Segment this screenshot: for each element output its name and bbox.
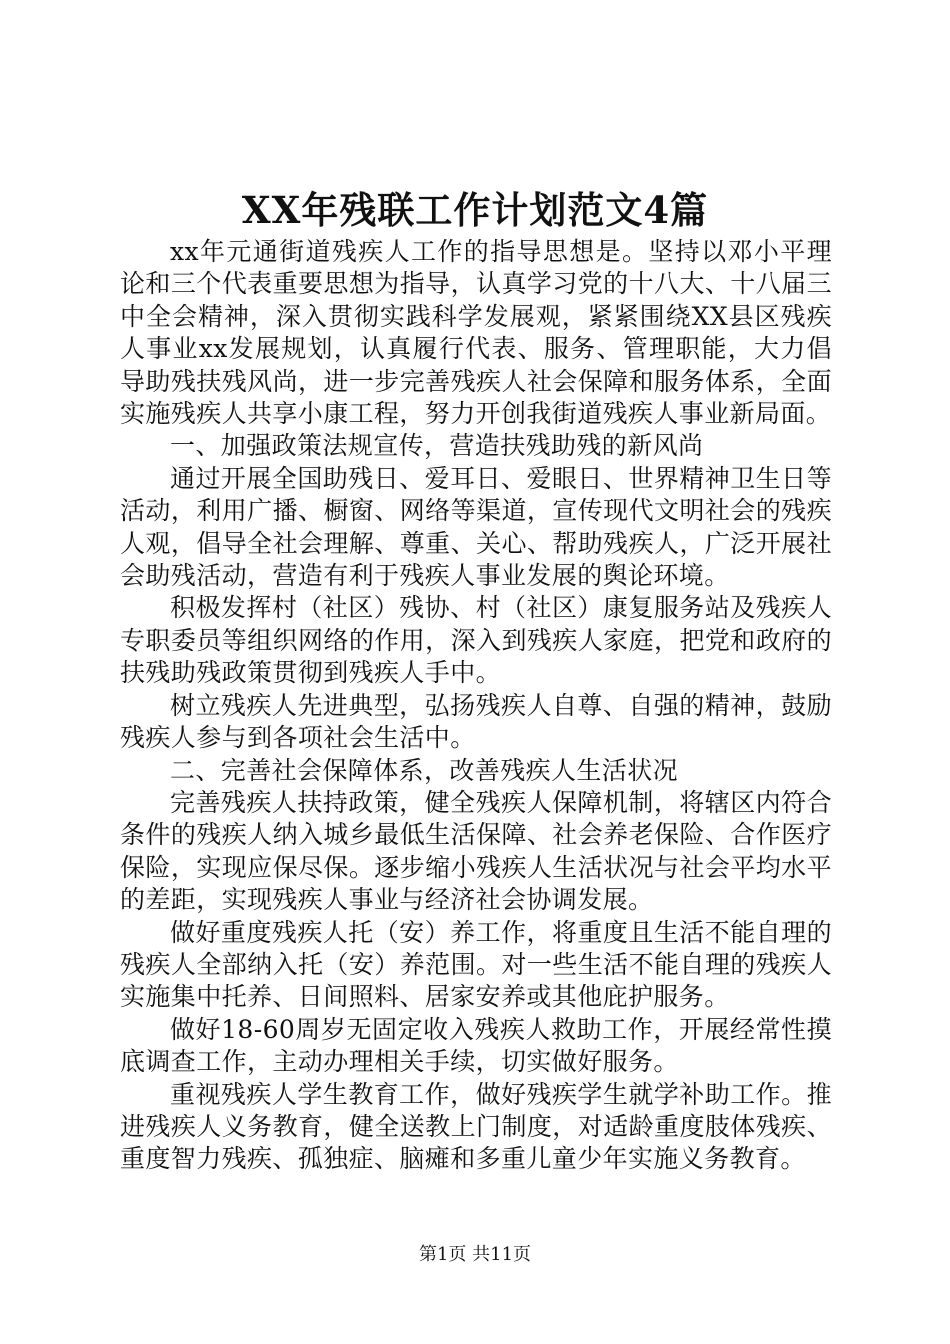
document-title: XX年残联工作计划范文4篇 [241,188,709,232]
paragraph-role-models: 树立残疾人先进典型，弘扬残疾人自尊、自强的精神，鼓励残疾人参与到各项社会生活中。 [120,690,832,753]
paragraph-guiding-thought: xx年元通街道残疾人工作的指导思想是。坚持以邓小平理论和三个代表重要思想为指导，认真学习党的十八大、十八届三中全会精神，深入贯彻实践科学发展观，紧紧围绕XX县区残疾人事业xx发展规划，认真履行代表、服务、管理职能，大力倡导助残扶残风尚，进一步完善残疾人社会保障和服务体系，全面实施残疾人共享小康工程，努力开创我街道残疾人事业新局面。 [120,237,832,429]
paragraph-education: 重视残疾人学生教育工作，做好残疾学生就学补助工作。推进残疾人义务教育，健全送教上门制度，对适龄重度肢体残疾、重度智力残疾、孤独症、脑瘫和多重儿童少年实施义务教育。 [120,1079,832,1174]
section-heading-1: 一、加强政策法规宣传，营造扶残助残的新风尚 [170,431,704,461]
paragraph-organization-network: 积极发挥村（社区）残协、村（社区）康复服务站及残疾人专职委员等组织网络的作用，深入到残疾人家庭，把党和政府的扶残助残政策贯彻到残疾人手中。 [120,593,832,688]
section-heading-2: 二、完善社会保障体系，改善残疾人生活状况 [170,755,679,785]
paragraph-publicity: 通过开展全国助残日、爱耳日、爱眼日、世界精神卫生日等活动，利用广播、橱窗、网络等渠道，宣传现代文明社会的残疾人观，倡导全社会理解、尊重、关心、帮助残疾人，广泛开展社会助残活动，营造有利于残疾人事业发展的舆论环境。 [120,463,832,591]
paragraph-assistance: 做好18-60周岁无固定收入残疾人救助工作，开展经常性摸底调查工作，主动办理相关手续，切实做好服务。 [120,1014,832,1077]
paragraph-support-policy: 完善残疾人扶持政策，健全残疾人保障机制，将辖区内符合条件的残疾人纳入城乡最低生活保障、社会养老保险、合作医疗保险，实现应保尽保。逐步缩小残疾人生活状况与社会平均水平的差距，实现残疾人事业与经济社会协调发展。 [120,787,832,915]
document-body [120,236,832,1176]
page-footer: 第1页 共11页 [418,1244,532,1265]
paragraph-care-services: 做好重度残疾人托（安）养工作，将重度且生活不能自理的残疾人全部纳入托（安）养范围。对一些生活不能自理的残疾人实施集中托养、日间照料、居家安养或其他庇护服务。 [120,917,832,1012]
